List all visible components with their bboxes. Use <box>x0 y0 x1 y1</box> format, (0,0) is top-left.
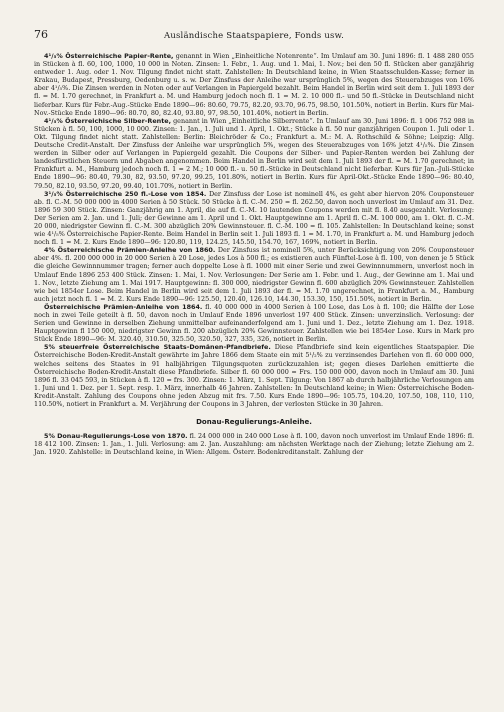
entry-praemien-1860 <box>34 246 474 303</box>
page-header <box>34 28 474 42</box>
entry-text: Der Zinsfuss der Lose ist nominell 4%, es geht aber hiervon 20% Couponsteuer ab. fl. C.-M. 50 000 000 in 4000 Serien à 50 Stück. 50 Stücke à fl. C.-M. 250 = fl. 262.50, davon noch unverlost im Umlauf am 31. Dez. 1896 59 300 Stück. Zinsen: Ganzjährig am 1. April, die auf fl. C.-M. 10 lautenden Coupons werden mit fl. 8.40 ausgezahlt. Verlosung: Der Serien am 2. Jan. und 1. Juli; der Gewinne am 1. April und 1. Okt. Hauptgewinne am 1. April fl. C.-M. 100 000, am 1. Okt. fl. C.-M. 20 000, niedrigster Gewinn fl. C.-M. 300 abzüglich 20% Gewinnsteuer. fl. C.-M. 100 = fl. 105. Zahlstellen: In Deutschland keine; sonst wie 4¹/₅% Österreichische Papier-Rente. Beim Handel in Berlin seit 1. Juli 1893 fl. 1 = M. 1.70, in Frankfurt a. M. und Hamburg jedoch noch fl. 1 = M. 2. Kurs Ende 1890—96: 120.80, 119, 124.25, 145.50, 154.70, 167, 169%, notiert in Berlin. <box>34 189 474 247</box>
section-heading: Donau-Regulierungs-Anleihe. <box>196 418 312 427</box>
entry-title: 4¹/₅% Österreichische Silber-Rente, <box>44 116 172 125</box>
entry-praemien-1864 <box>34 303 474 343</box>
page-number: 76 <box>34 28 48 41</box>
entry-title: Österreichische Prämien-Anleihe von 1864. <box>44 302 203 311</box>
entry-title: 5% steuerfreie Österreichische Staats-Domänen-Pfandbriefe. <box>44 343 271 352</box>
entry-text: fl. 24 000 000 in 240 000 Lose à fl. 100, davon noch unverlost im Umlauf Ende 1896: fl. 18 412 100. Zinsen: 1. Jan., 1. Juli. Verlosung: am 2. Jan. Auszahlung: am nächsten Werktage nach der Ziehung; letzte Ziehung am 2. Jan. 1920. Zahlstelle: in Deutschland keine, in Wien: Allgem. Österr. Bodenkreditanstalt. Zahlung der <box>34 432 474 457</box>
entry-title: 4% Österreichische Prämien-Anleihe von 1860. <box>44 246 216 255</box>
entry-donau-lose <box>34 432 474 456</box>
entry-text: fl. 40 000 000 in 4000 Serien à 100 Lose, das Los à fl. 100; die Hälfte der Lose noch in zwei Teile geteilt à fl. 50, davon noch in Umlauf Ende 1896 unverlost 197 400 Stück. Zinsen: unverzinslich. Verlosung: der Serien und Gewinne in derselben Ziehung unmittelbar aufeinanderfolgend am 1. Juni und 1. Dez., letzte Ziehung am 1. Dez. 1918. Hauptgewinn fl 150 000, niedrigster Gewinn fl. 200 abzüglich 20% Gewinnsteuer. Zahlstellen wie bei 1854er Lose. Kurs in Mark pro Stück Ende 1890—96: M. 320.40, 310.50, 325.50, 320.50, 327, 335, 326, notiert in Berlin. <box>34 302 474 344</box>
entry-text: Der Zinsfuss ist nominell 5%, unter Berücksichtigung von 20% Couponsteuer aber 4%. fl. 200 000 000 in 20 000 Serien à 20 Lose, jedes Los à 500 fl.; es existieren auch Fünftel-Lose à fl. 100, von denen je 5 Stück die gleiche Gewinnnummer tragen; ferner auch doppelte Lose à fl. 1000 mit einer Serie und zwei Gewinnnummern, unverlost noch in Umlauf Ende 1896 253 400 Stück. Zinsen: 1. Mai, 1. Nov. Verlosungen: Der Serie am 1. Febr. und 1. Aug., der Gewinne am 1. Mai und 1. Nov., letzte Ziehung am 1. Mai 1917. Hauptgewinn: fl. 300 000, niedrigster Gewinn fl. 600 abzüglich 20% Gewinnsteuer. Zahlstellen wie bei 1854er Lose. Beim Handel in Berlin wird seit dem 1. Juli 1893 der fl. = M. 1.70 ungerechnet, in Frankfurt a. M., Hamburg auch jetzt noch fl. 1 = M. 2. Kurs Ende 1890—96: 125.50, 120.40, 126.10, 144.30, 153.30, 150, 151.50%, notiert in Berlin. <box>34 246 474 303</box>
entry-domaenen-pfandbriefe <box>34 343 474 408</box>
entry-text: genannt in Wien „Einheitliche Notenrente“. Im Umlauf am 30. Juni 1896: fl. 1 488 280 055 in Stücken à fl. 60, 100, 1000, 10 000 in Noten. Zinsen: 1. Febr., 1. Aug. und 1. Mai, 1. Nov.; bei den 50 fl. Stücken aber ganzjährig entweder 1. Aug. oder 1. Nov. Tilgung findet nicht statt. Zahlstellen: In Deutschland keine, in Wien Staatsschulden-Kasse; ferner in Krakau, Budapest, Pressburg, Oedenburg u. s. w. Der Zinsfuss der Anleihe war ursprünglich 5%, wegen des Steuerabzuges von 16% aber 4¹/₅%. Die Zinsen werden in Noten oder auf Verlangen in Papiergeld bezahlt. Beim Handel in Berlin wird seit dem 1. Juli 1893 der fl. = M. 1.70 gerechnet, in Frankfurt a. M. und Hamburg jedoch noch fl. 1 = M. 2. 10 000 fl.- und 50 fl.-Stücke in Deutschland nicht lieferbar. Kurs für Febr.-Aug.-Stücke Ende 1890—96: 80.60, 79.75, 82.20, 93.70, 96.75, 98.50, 101.50%, notiert in Berlin. Kurs für Mai-Nov.-Stücke Ende 1890—96: 80.70, 80, 82.40, 93.80, 97, 98.50, 101.40%, notiert in Berlin. <box>34 52 474 117</box>
entry-title: 3¹/₅% Österreichische 250 fl.-Lose von 1854. <box>44 189 207 198</box>
entry-lose-1854 <box>34 190 474 247</box>
entry-text: genannt in Wien „Einheitliche Silberrente“. In Umlauf am 30. Juni 1896: fl. 1 006 752 988 in Stücken à fl. 50, 100, 1000, 10 000. Zinsen: 1. Jan., 1. Juli und 1. April, 1. Okt.; Stücke à fl. 50 nur ganzjährigen Coupon 1. Juli oder 1. Okt. Tilgung findet nicht statt. Zahlstellen: Berlin: Bleichröder & Co.; Frankfurt a. M.: M. A. Rothschild & Söhne; Leipzig: Allg. Deutsche Credit-Anstalt. Der Zinsfuss der Anleihe war ursprünglich 5%, wegen des Steuerabzuges von 16% jetzt 4¹/₅%. Die Zinsen werden in Silber oder auf Verlangen in Papiergeld gezahlt. Die Coupons der Silber- und Papier-Renten werden bei Zahlung der landesfürstlichen Steuern und Abgaben angenommen. Beim Handel in Berlin wird seit dem 1. Juli 1893 der fl. = M. 1.70 gerechnet; in Frankfurt a. M., Hamburg jedoch noch fl. 1 = 2 M.; 10 000 fl.- u. 50 fl.-Stücke in Deutschland nicht lieferbar. Kurs für Jan.-Juli-Stücke Ende 1890—96: 80.40, 79.30, 82, 93.50, 97.20, 99.25, 101.80%, notiert in Berlin. Kurs für April-Okt.-Stücke Ende 1890—96: 80.40, 79.50, 82.10, 93.50, 97.20, 99.40, 101.70%, notiert in Berlin. <box>34 116 475 190</box>
entry-title: 5% Donau-Regulierungs-Lose von 1870. <box>44 432 188 441</box>
entry-text: Diese Pfandbriefe sind kein eigentliches Staatspapier. Die Österreichische Boden-Kredit-Anstalt gewährte im Jahre 1866 dem Staate ein mit 5¹/₂% zu verzinsendes Darlehen von fl. 60 000 000, welches seitens des Staates in 91 halbjährigen Tilgungsquoten zurückzuzahlen ist; gegen dieses Darlehen emittierte die Österreichische Boden-Kredit-Anstalt diese Pfandbriefe. Silber fl. 60 000 000 = Frs. 150 000 000, davon noch in Umlauf am 30. Juni 1896 fl. 33 045 593, in Stücken à fl. 120 = frs. 300. Zinsen: 1. März, 1. Sept. Tilgung: Von 1867 ab durch halbjährliche Verlosungen am 1. Juni und 1. Dez. per 1. Sept. resp. 1. März, innerhalb 46 Jahren. Zahlstellen: In Deutschland keine; in Wien: Österreichische Boden-Kredit-Anstalt. Zahlung des Coupons ohne jeden Abzug mit frs. 7.50. Kurs Ende 1890—96: 105.75, 104.20, 107.50, 108, 110, 110, 110.50%, notiert in Frankfurt a. M. Verjährung der Coupons in 3 Jahren, der verlosten Stücke in 30 Jahren. <box>34 343 475 409</box>
running-head: Ausländische Staatspapiere, Fonds usw. <box>163 31 344 41</box>
entry-papier-rente <box>34 52 474 117</box>
entry-title: 4¹/₅% Österreichische Papier-Rente, <box>44 52 174 60</box>
entry-silber-rente <box>34 117 474 190</box>
